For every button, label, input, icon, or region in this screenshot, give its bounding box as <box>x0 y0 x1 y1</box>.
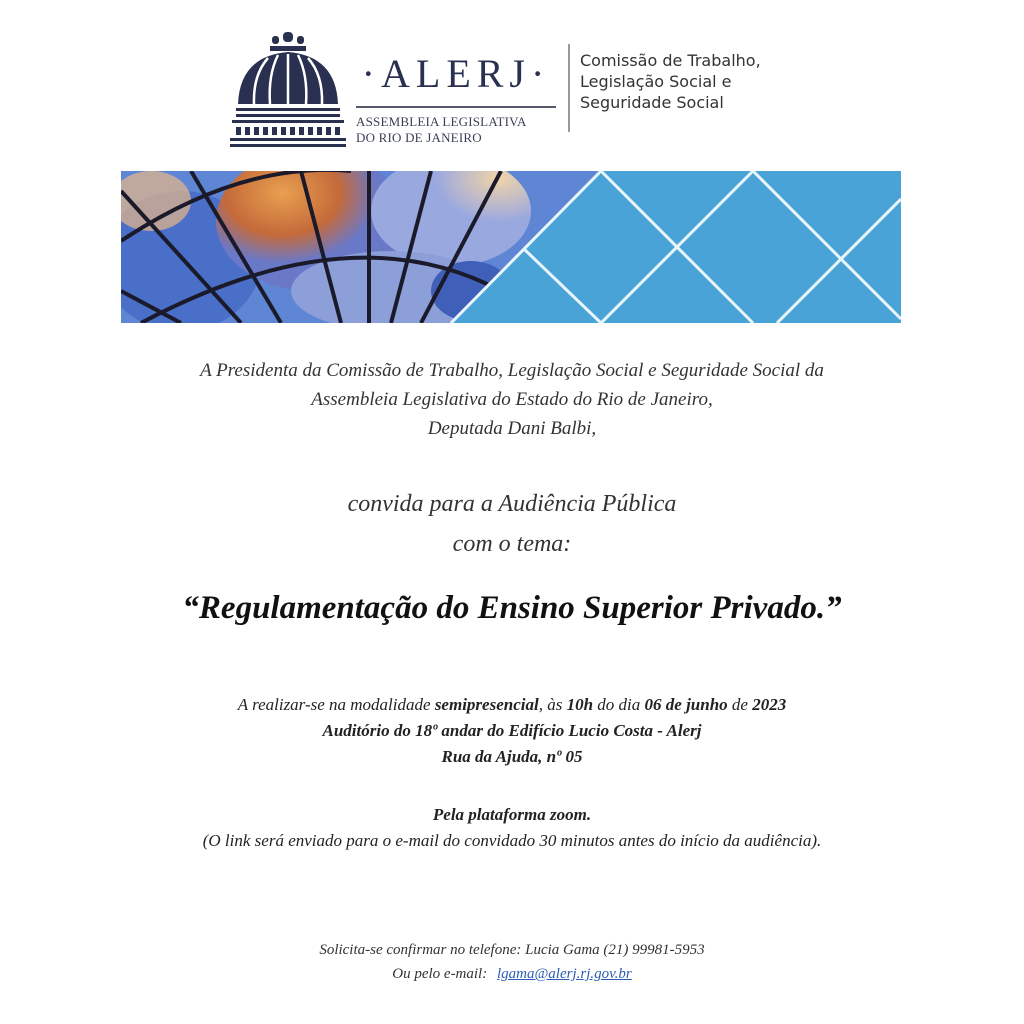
event-location: Auditório do 18º andar do Edifício Lucio Costa - Alerj <box>322 721 702 740</box>
wordmark-rule <box>356 106 556 108</box>
invite-line1: convida para a Audiência Pública <box>347 491 677 517</box>
header-banner <box>121 171 901 323</box>
invitation-text <box>0 484 1024 564</box>
letterhead <box>228 30 828 155</box>
intro-line2: Assembleia Legislativa do Estado do Rio de Janeiro, <box>311 389 713 410</box>
email-label: Ou pelo e-mail: <box>392 966 488 982</box>
platform-line1: Pela plataforma zoom. <box>432 805 592 824</box>
logo-subtitle-line1: ASSEMBLEIA LEGISLATIVA <box>356 114 527 129</box>
event-time: 10h <box>566 695 594 714</box>
committee-name <box>580 50 761 113</box>
dome-logo-icon <box>228 30 348 150</box>
email-link[interactable]: lgama@alerj.rj.gov.br <box>496 966 632 982</box>
intro-line1: A Presidenta da Comissão de Trabalho, Legislação Social e Seguridade Social da <box>200 360 824 381</box>
event-date: 06 de junho <box>644 695 728 714</box>
intro-paragraph <box>0 356 1024 443</box>
modality: semipresencial <box>434 695 539 714</box>
banner-graphic <box>121 171 901 323</box>
platform-info <box>0 802 1024 854</box>
platform-line2: (O link será enviado para o e-mail do convidado 30 minutos antes do início da audiência). <box>202 831 822 850</box>
alerj-title: ·ALERJ· <box>361 51 551 96</box>
contact-email-line <box>0 962 1024 986</box>
committee-line3: Seguridade Social <box>580 93 724 112</box>
event-address: Rua da Ajuda, nº 05 <box>441 747 583 766</box>
committee-line2: Legislação Social e <box>580 72 732 91</box>
event-details <box>0 692 1024 770</box>
event-year: 2023 <box>752 695 787 714</box>
header-divider <box>568 44 570 132</box>
contact-phone: Solicita-se confirmar no telefone: Lucia Gama (21) 99981-5953 <box>319 942 705 958</box>
invite-line2: com o tema: <box>452 531 572 557</box>
committee-line1: Comissão de Trabalho, <box>580 51 761 70</box>
intro-line3: Deputada Dani Balbi, <box>427 418 597 439</box>
logo-subtitle-line2: DO RIO DE JANEIRO <box>356 130 482 145</box>
contact-info <box>0 938 1024 986</box>
event-schedule: A realizar-se na modalidade semipresencial, às 10h do dia 06 de junho de 2023 <box>237 695 787 714</box>
hearing-theme: “Regulamentação do Ensino Superior Privado.” <box>182 590 842 626</box>
